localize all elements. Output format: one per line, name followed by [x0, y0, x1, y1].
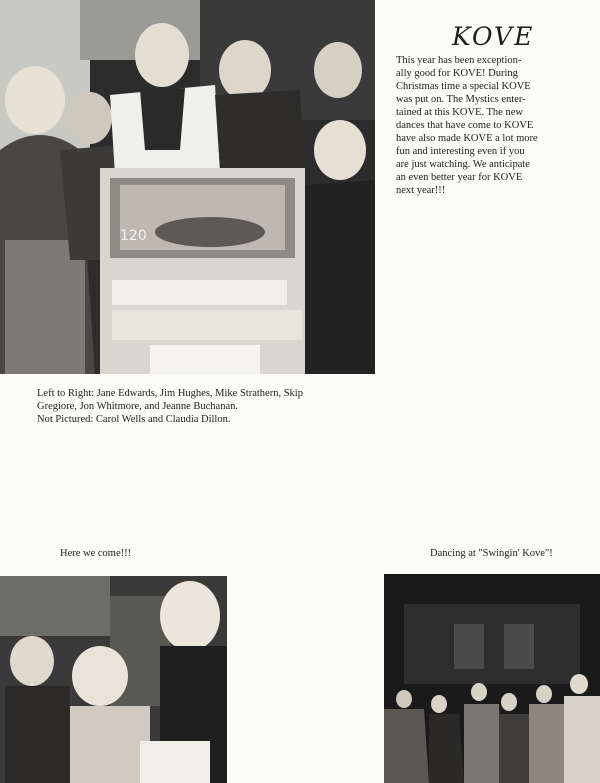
dancing-photo — [384, 574, 600, 783]
page-title: KOVE — [452, 22, 535, 51]
main-photo-caption: Left to Right: Jane Edwards, Jim Hughes, Mike Strathern, Skip Gregiore, Jon Whitmore, and Jeanne Buchanan. Not Pictured: Carol Wells and Claudia Dillon. — [37, 388, 303, 425]
article-text: This year has been exception- ally good for KOVE! During Christmas time a special KOVE was put on. The Mystics enter- tained at this KOVE. The new dances that have come to KOVE have also made KOVE a lot more fun and interesting even if you are just watching. We anticipate an even better year for KOVE next year!!! — [396, 55, 538, 196]
right-photo-caption: Dancing at "Swingin' Kove"! — [430, 548, 553, 559]
here-we-come-photo — [0, 576, 227, 783]
left-photo-caption: Here we come!!! — [60, 548, 132, 559]
group-photo-jukebox — [0, 0, 375, 374]
jukebox-number: 120 — [120, 228, 147, 244]
